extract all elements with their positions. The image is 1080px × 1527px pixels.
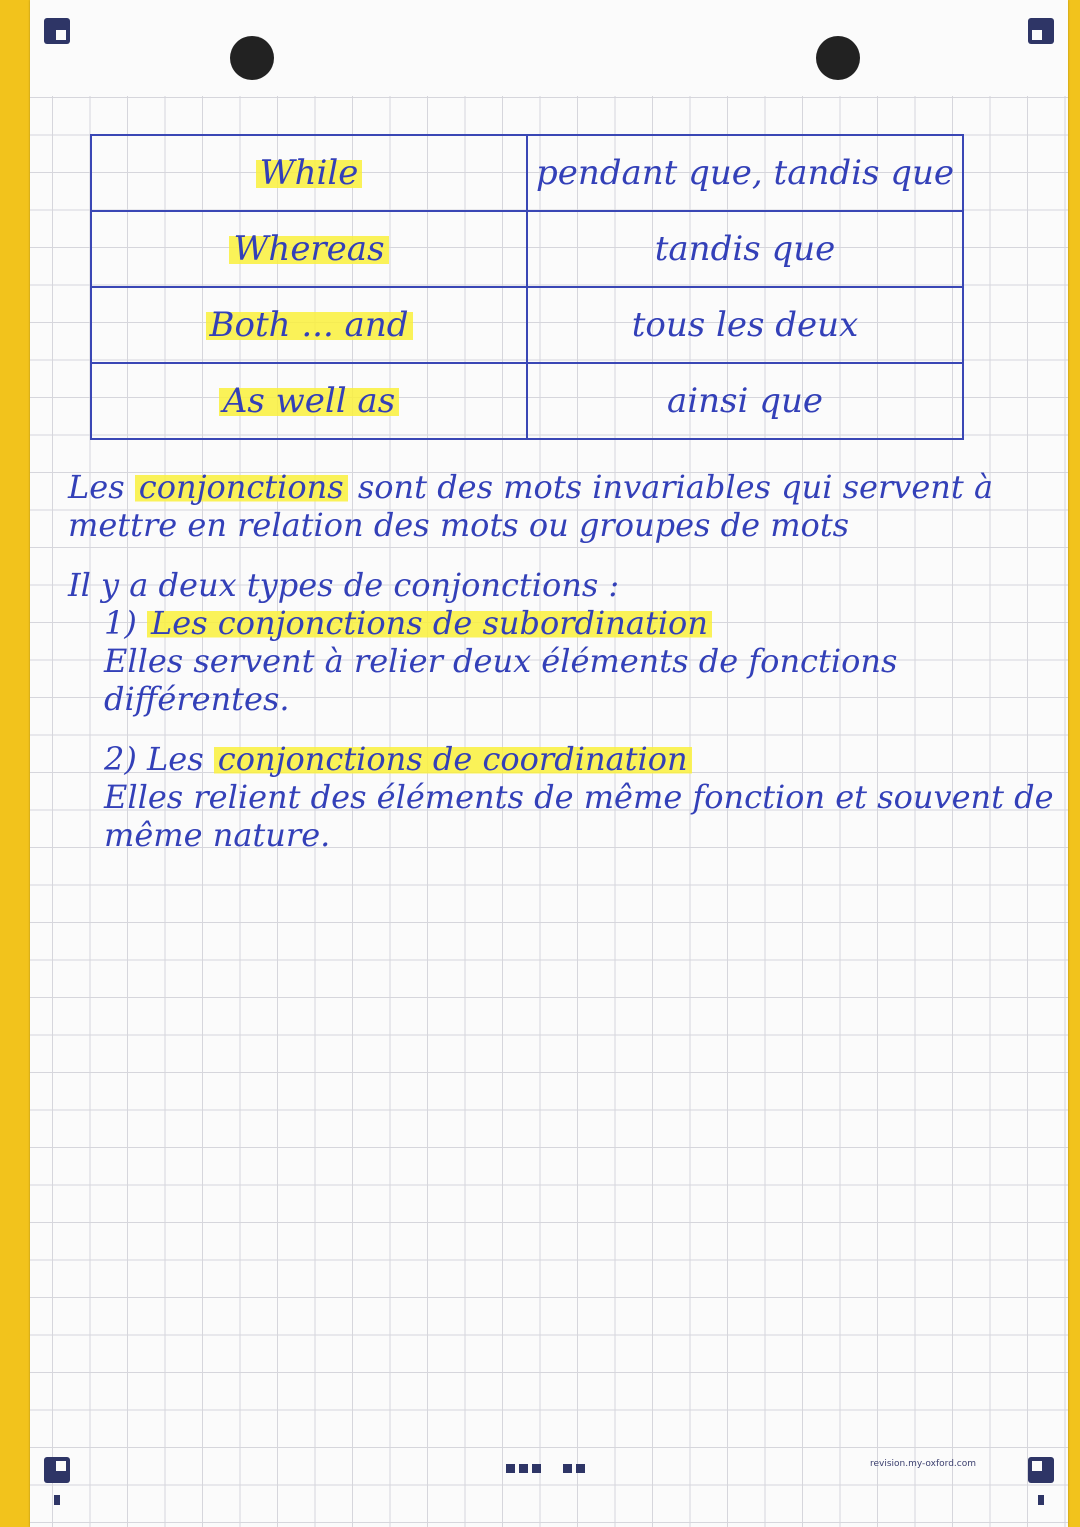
english-conjunction: As well as [219,381,399,421]
punch-hole-right [816,36,860,80]
edge-mark-icon [1038,1495,1044,1505]
footer-url: revision.my-oxford.com [869,1459,976,1469]
english-conjunction: While [256,153,363,193]
notebook-page [30,0,1068,1527]
edge-mark-icon [54,1495,60,1505]
definition-paragraph: Les conjonctions sont des mots invariables qui servent à mettre en relation des mots ou groupes de mots [68,468,994,544]
type-2-heading: 2) Les conjonctions de coordination [68,740,1058,778]
conjunction-table [90,134,964,440]
french-translation: tandis que [527,211,963,287]
table-row [91,211,963,287]
type-2-text: Elles relient des éléments de même fonction et souvent de même nature. [104,778,1054,854]
french-translation: ainsi que [527,363,963,439]
page-top-margin [30,0,1068,96]
type-1-heading: 1) Les conjonctions de subordination [68,604,1058,642]
french-translation: pendant que, tandis que [527,135,963,211]
corner-marker-bottom-left-icon [44,1457,70,1483]
punch-hole-left [230,36,274,80]
highlighted-term: conjonctions de coordination [214,740,692,778]
english-conjunction: Whereas [229,229,388,269]
corner-marker-top-left-icon [44,18,70,44]
table-row [91,135,963,211]
english-conjunction: Both ... and [206,305,413,345]
types-intro: Il y a deux types de conjonctions : [68,566,620,604]
page-code-mark-icon [506,1464,585,1473]
highlighted-term: Les conjonctions de subordination [147,604,712,642]
corner-marker-bottom-right-icon [1028,1457,1054,1483]
corner-marker-top-right-icon [1028,18,1054,44]
french-translation: tous les deux [527,287,963,363]
highlighted-term: conjonctions [135,468,348,506]
type-1-text: Elles servent à relier deux éléments de fonctions différentes. [104,642,898,718]
table-row [91,287,963,363]
notes-section [68,468,1058,854]
table-row [91,363,963,439]
